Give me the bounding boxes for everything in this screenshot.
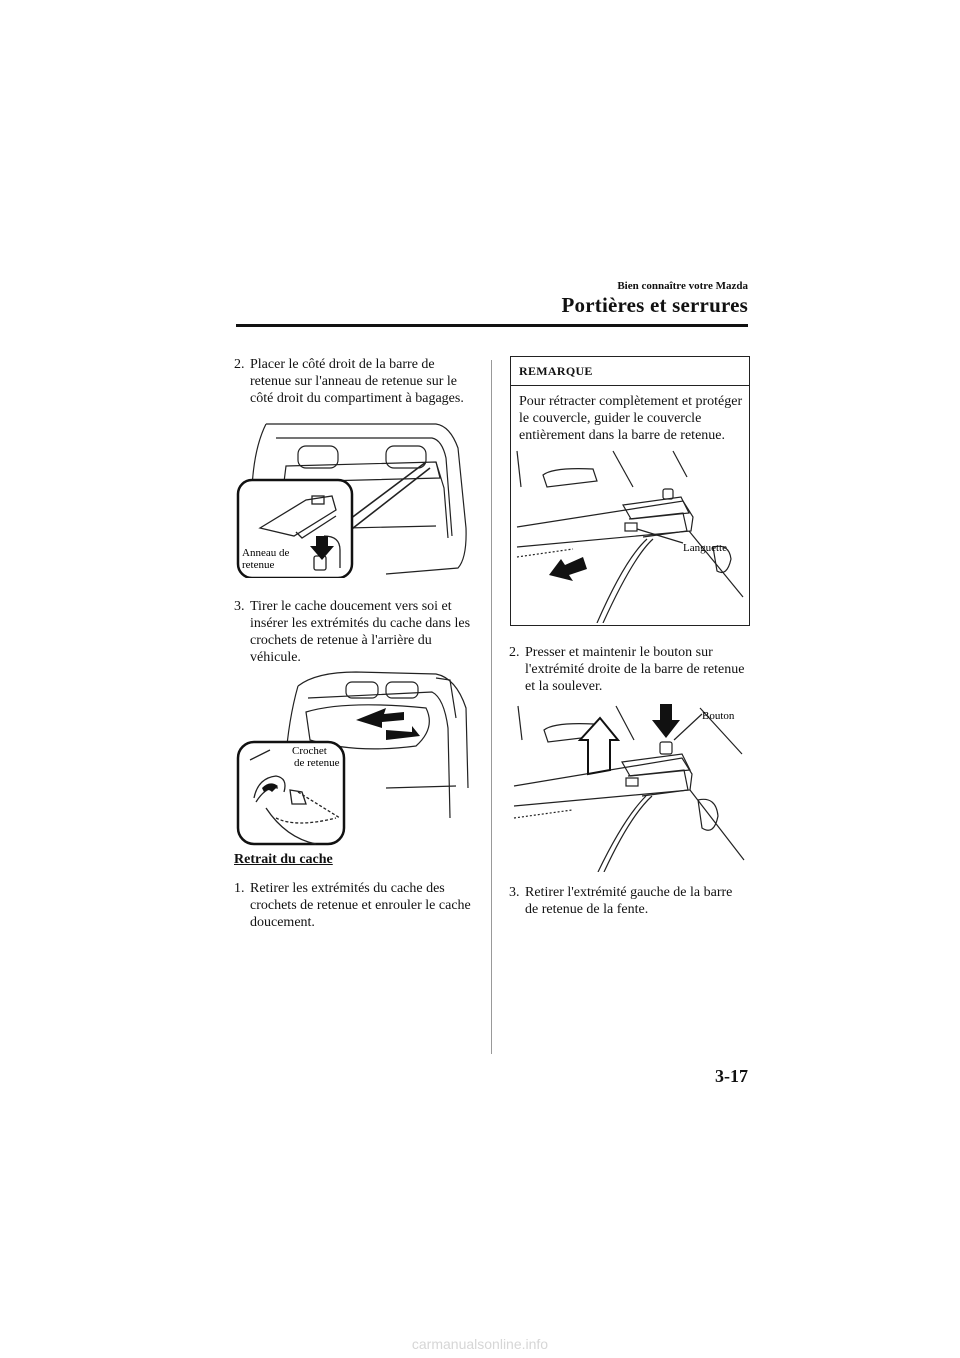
- label-crochet-text-line2: de retenue: [294, 757, 340, 769]
- page-number: 3-17: [715, 1066, 748, 1086]
- figure-languette: [513, 447, 747, 623]
- step-3-left: [234, 598, 474, 666]
- step-number: 3.: [509, 885, 520, 900]
- chapter-subtitle: Bien connaître votre Mazda: [617, 280, 748, 292]
- label-crochet-text: Crochet: [292, 745, 327, 757]
- step-2-right: [509, 644, 749, 695]
- step-text: Retirer les extrémités du cache des crochets de retenue et enrouler le cache doucement.: [250, 881, 471, 930]
- label-anneau-text: Anneau de: [242, 547, 290, 559]
- column-divider: [491, 360, 492, 1054]
- note-box: [510, 356, 750, 626]
- figure-bouton: [512, 700, 748, 872]
- note-header: [511, 357, 749, 386]
- step-number: 2.: [234, 357, 245, 372]
- section-heading: Portières et serrures: [561, 293, 748, 317]
- label-languette-text: Languette: [683, 542, 727, 554]
- header-rule: [236, 324, 748, 327]
- note-heading: REMARQUE: [519, 364, 593, 378]
- step-text: Presser et maintenir le bouton sur l'extrémité droite de la barre de retenue et la soulever.: [525, 645, 745, 694]
- step-number: 2.: [509, 645, 520, 660]
- label-languette: [683, 542, 727, 554]
- label-bouton-text: Bouton: [702, 710, 735, 722]
- step-text: Tirer le cache doucement vers soi et insérer les extrémités du cache dans les crochets de retenue à l'arrière du véhicule.: [250, 599, 471, 665]
- step-3-right: [509, 884, 749, 918]
- step-number: 3.: [234, 599, 245, 614]
- note-body: Pour rétracter complètement et protéger le couvercle, guider le couvercle entièrement dans la barre de retenue.: [519, 394, 743, 443]
- step-text: Placer le côté droit de la barre de retenue sur l'anneau de retenue sur le côté droit du compartiment à bagages.: [250, 357, 464, 406]
- watermark: carmanualsonline.info: [411, 1336, 549, 1352]
- label-bouton: [702, 710, 735, 722]
- label-anneau-text-line2: retenue: [242, 559, 275, 571]
- figure-retaining-ring: [236, 418, 470, 578]
- figure-retaining-hook: [236, 668, 472, 846]
- step-text: Retirer l'extrémité gauche de la barre de retenue de la fente.: [525, 885, 733, 917]
- section-retrait-title: Retrait du cache: [234, 852, 333, 867]
- step-2-left: [234, 356, 474, 407]
- step-number: 1.: [234, 881, 245, 896]
- removal-step-1: [234, 880, 478, 931]
